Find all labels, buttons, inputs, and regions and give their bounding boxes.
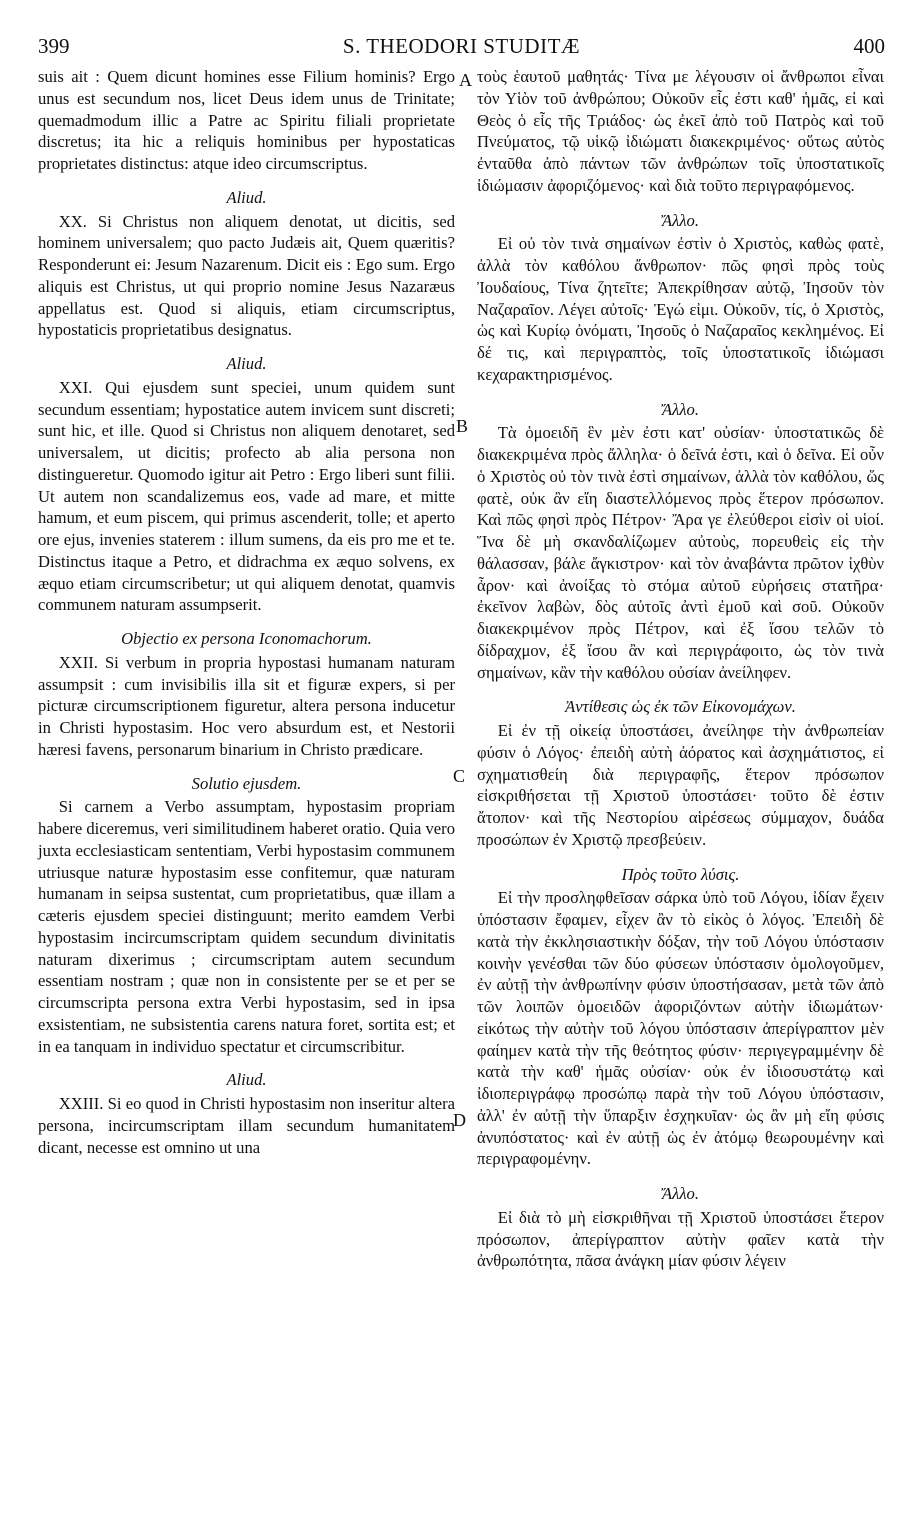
greek-heading: Ἄλλο. xyxy=(662,210,699,230)
latin-paragraph: XXIII. Si eo quod in Christi hypostasim non inseritur altera persona, incircumscriptam illam secundum humanitatem dicant, necesse est omnino ut una xyxy=(38,1094,455,1157)
greek-heading: Ἄλλο. xyxy=(662,399,699,419)
latin-heading: Aliud. xyxy=(226,354,267,373)
greek-paragraph: Εἰ διὰ τὸ μὴ εἰσκριθῆναι τῇ Χριστοῦ ὑποστάσει ἕτερον πρόσωπον, ἀπερίγραπτον αὐτὴν φαῖεν κατὰ τὴν ἀνθρωπότητα, πᾶσα ἀνάγκη μίαν φύσιν λέγειν xyxy=(477,1207,884,1271)
running-header xyxy=(38,34,885,64)
greek-heading: Ἀντίθεσις ὡς ἐκ τῶν Εἰκονομάχων. xyxy=(565,697,796,717)
page-number-right: 400 xyxy=(853,34,885,58)
margin-letter-b: B xyxy=(456,416,469,436)
page-number-left: 399 xyxy=(38,34,70,58)
latin-paragraph: suis ait : Quem dicunt homines esse Filium hominis? Ergo unus est secundum nos, licet Deus idem unus de Trinitate; quemadmodum illic a Patre ac Spiritu filiali proprietate discretus; ita hic a reliquis hominibus per hypostaticas proprietates distinctus: atque ideo circumscriptus. xyxy=(38,67,455,173)
latin-heading: Objectio ex persona Iconomachorum. xyxy=(121,629,372,648)
margin-letter-c: C xyxy=(453,766,466,786)
latin-heading: Solutio ejusdem. xyxy=(191,773,302,793)
greek-paragraph: Τὰ ὁμοειδῆ ἓν μὲν ἐστι κατ' οὐσίαν· ὑποστατικῶς δὲ διακεκριμένα πρὸς ἄλληλα· ὁ δεῖνά ἐστι, καὶ ὁ δεῖνα. Εἰ οὖν ὁ Χριστὸς οὐ τὸν τινὰ ἐστὶ σημαίνων, ἀλλὰ τὸν καθόλου, ὥς φατὲ, οὐκ ἂν εἴη διαστελλόμενος πρὸς ἕτερον πρόσωπον. Καὶ πῶς φησὶ πρὸς Πέτρον· Ἄρα γε ἐλεύθεροι εἰσὶν οἱ υἱοί. Ἵνα δὲ μὴ σκανδαλίζωμεν αὐτοὺς, πορευθεὶς εἰς τὴν θάλασσαν, βάλε ἄγκιστρον· καὶ τὸν ἀναβάντα πρῶτον ἰχθὺν ἆρον· καὶ ἀνοίξας τὸ στόμα αὐτοῦ εὑρήσεις στατῆρα· ἐκεῖνον λαβὼν, δὸς αὐτοῖς ἀντὶ ἐμοῦ καὶ σοῦ. Οὐκοῦν διακεκριμένον πρὸς Πέτρον, καὶ ἐξ ἴσου τελῶν τὸ δίδραχμον, ἐξ ἴσου ἂν καὶ περιγράφοιτο, ὡς τὸν τινὰ σημαίνων, κἂν τὴν καθόλου οὐσίαν ἀνείληφεν. xyxy=(477,423,884,682)
greek-heading: Πρὸς τοῦτο λύσις. xyxy=(621,864,740,884)
latin-heading: Aliud. xyxy=(226,1070,267,1090)
running-title: S. THEODORI STUDITÆ xyxy=(342,34,581,58)
margin-letter-a: A xyxy=(459,70,472,90)
latin-heading: Aliud. xyxy=(226,187,267,207)
latin-paragraph: XX. Si Christus non aliquem denotat, ut dicitis, sed hominem universalem; quo pacto Judæis ait, Quem quæritis? Responderunt ei: Jesum Nazarenum. Dicit eis : Ego sum. Ergo aliquis est Christus, ut qui proprio nomine Jesus Nazaræus appellatus est. Quod si aliquis, etiam circumscriptus, hypostaticis proprietatibus designatus. xyxy=(38,211,455,340)
greek-column xyxy=(477,66,884,1272)
latin-paragraph: Si carnem a Verbo assumptam, hypostasim propriam habere diceremus, veri similitudinem haberet oratio. Quia vero juxta ecclesiasticam sententiam, Verbi hypostasim communem utriusque naturæ hypostasim esse confitemur, quæ naturam humanam in seipsa sustentat, cum proprietatibus, quæ illam a cæteris ejusdem speciei distinguunt; merito eamdem Verbi hypostasim incircumscriptam quidem secundum divinitatis naturam dixerimus ; circumscriptam autem secundum essentiam nostram ; quæ non in consistente per se et per se circumscripta persona extra Verbi hypostasim, sed in ipsa exsistentiam, ne subsistentia carens natura foret, sortita est; et in ea tanquam in individuo spectatur et circumscribitur. xyxy=(38,797,455,1056)
greek-paragraph: Εἰ οὐ τὸν τινὰ σημαίνων ἐστὶν ὁ Χριστὸς, καθὼς φατὲ, ἀλλὰ τὸν καθόλου ἄνθρωπον· πῶς φησὶ πρὸς τοὺς Ἰουδαίους, Τίνα ζητεῖτε; Ἀπεκρίθησαν αὐτῷ, Ἰησοῦν τὸν Ναζαραῖον. Λέγει αὐτοῖς· Ἐγώ εἰμι. Οὐκοῦν, τίς, ὁ Χριστὸς, ὡς καὶ Κυρίῳ ὀνόματι, Ἰησοῦς ὁ Ναζαραῖος κεκλημένος. Εἰ δέ τις, καὶ περιγραπτὸς, τοῖς ὑποστατικοῖς ἰδιώμασι κεχαρακτηρισμένος. xyxy=(477,234,884,384)
margin-letter-d: D xyxy=(453,1110,466,1130)
greek-heading: Ἄλλο. xyxy=(662,1184,699,1203)
greek-paragraph: Εἰ τὴν προσληφθεῖσαν σάρκα ὑπὸ τοῦ Λόγου, ἰδίαν ἔχειν ὑπόστασιν ἔφαμεν, εἶχεν ἂν τὸ εἰκὸς ὁ λόγος. Ἐπειδὴ δὲ κατὰ τὴν ἐκκλησιαστικὴν δόξαν, τὴν τοῦ Λόγου ὑπόστασιν κοινὴν γενέσθαι τῶν δύο φύσεων ὑπόστασιν ὁμολογοῦμεν, ἐν αὐτῇ τὴν ἀνθρωπίνην φύσιν ὑποστήσασαν, μετὰ τῶν ἀπὸ τῶν λοιπῶν ὁμοειδῶν ἀφοριζόντων αὐτὴν ἰδιωμάτων· εἰκότως τὴν αὐτὴν τοῦ λόγου ὑπόστασιν ἀπερίγραπτον μὲν φαίημεν κατὰ τὴν τῆς θεότητος φύσιν· περιγεγραμμένην δὲ κατὰ τὴν καθ' ἡμᾶς οὐσίαν· οὐκ ἐν ἰδιοσυστάτῳ καὶ ἰδιοπεριγράφῳ προσώπῳ παρὰ τὴν τοῦ Λόγου ὑπόστασιν, ἀλλ' ἐν αὐτῇ τὴν ὕπαρξιν ἐσχηκυῖαν· ὡς ἂν μὴ εἴη φύσις ἀνυπόστατος· καὶ ἐν αὐτῇ ὡς ἐν ἀτόμῳ θεωρουμένην καὶ περιγραφομένην. xyxy=(477,888,884,1169)
greek-paragraph: τοὺς ἑαυτοῦ μαθητάς· Τίνα με λέγουσιν οἱ ἄνθρωποι εἶναι τὸν Υἱὸν τοῦ ἀνθρώπου; Οὐκοῦν εἷς ἐστι καθ' ἡμᾶς, εἰ καὶ Θεὸς ὁ εἷς τῆς Τριάδος· ὡς ἐκεῖ ἀπὸ τοῦ Πατρὸς καὶ τοῦ Πνεύματος, τῷ υἱκῷ ἰδιώματι διακεκριμένος· οὕτως αὐτὸς ἐνταῦθα ἀπὸ πάντων τῶν ἀνθρώπων τοῖς ὑποστατικοῖς ἰδιώμασιν ἀφοριζόμενος· καὶ διὰ τοῦτο περιγραφόμενος. xyxy=(477,67,884,195)
latin-paragraph: XXII. Si verbum in propria hypostasi humanam naturam assumpsit : cum invisibilis illa sit et figuræ expers, si per picturæ circumscriptionem figuretur, altera persona inducetur in Christi hypostasim. Hoc vero absurdum est, et Nestorii hæresi favens, personarum binarium in Christo prædicare. xyxy=(38,652,455,759)
latin-column xyxy=(38,66,455,1158)
latin-paragraph: XXI. Qui ejusdem sunt speciei, unum quidem sunt secundum essentiam; hypostatice autem invicem sunt discreti; sunt hic, et ille. Quod si Christus non aliquem denotaret, sed universalem, ut dicitis; profecto ab alia persona non distingueretur. Quomodo igitur ait Petro : Ergo liberi sunt filii. Ut autem non scandalizemus eos, vade ad mare, et mitte hamum, et eum piscem, qui primus ascenderit, tolle; et aperto ore ejus, invenies staterem : illum sumens, da eis pro me et te. Distinctus itaque a Petro, et didrachma ex æquo solvens, ex æquo etiam circumscribetur; ut qui aliquem denotat, quamvis communem naturam assumpserit. xyxy=(38,377,455,615)
greek-paragraph: Εἰ ἐν τῇ οἰκείᾳ ὑποστάσει, ἀνείληφε τὴν ἀνθρωπείαν φύσιν ὁ Λόγος· ἐπειδὴ αὐτὴ ἀόρατος καὶ ἀσχημάτιστος, εἰ σχηματισθείη διὰ περιγραφῆς, ἕτερον πρόσωπον εἰσκριθήσεται τῇ Χριστοῦ ὑποστάσει· τοῦτο δὲ ἐστιν ἄτοπον· καὶ τῆς Νεστορίου αἱρέσεως σύμμαχον, δυάδα προσώπων ἐν Χριστῷ πρεσβεύειν. xyxy=(477,721,884,849)
